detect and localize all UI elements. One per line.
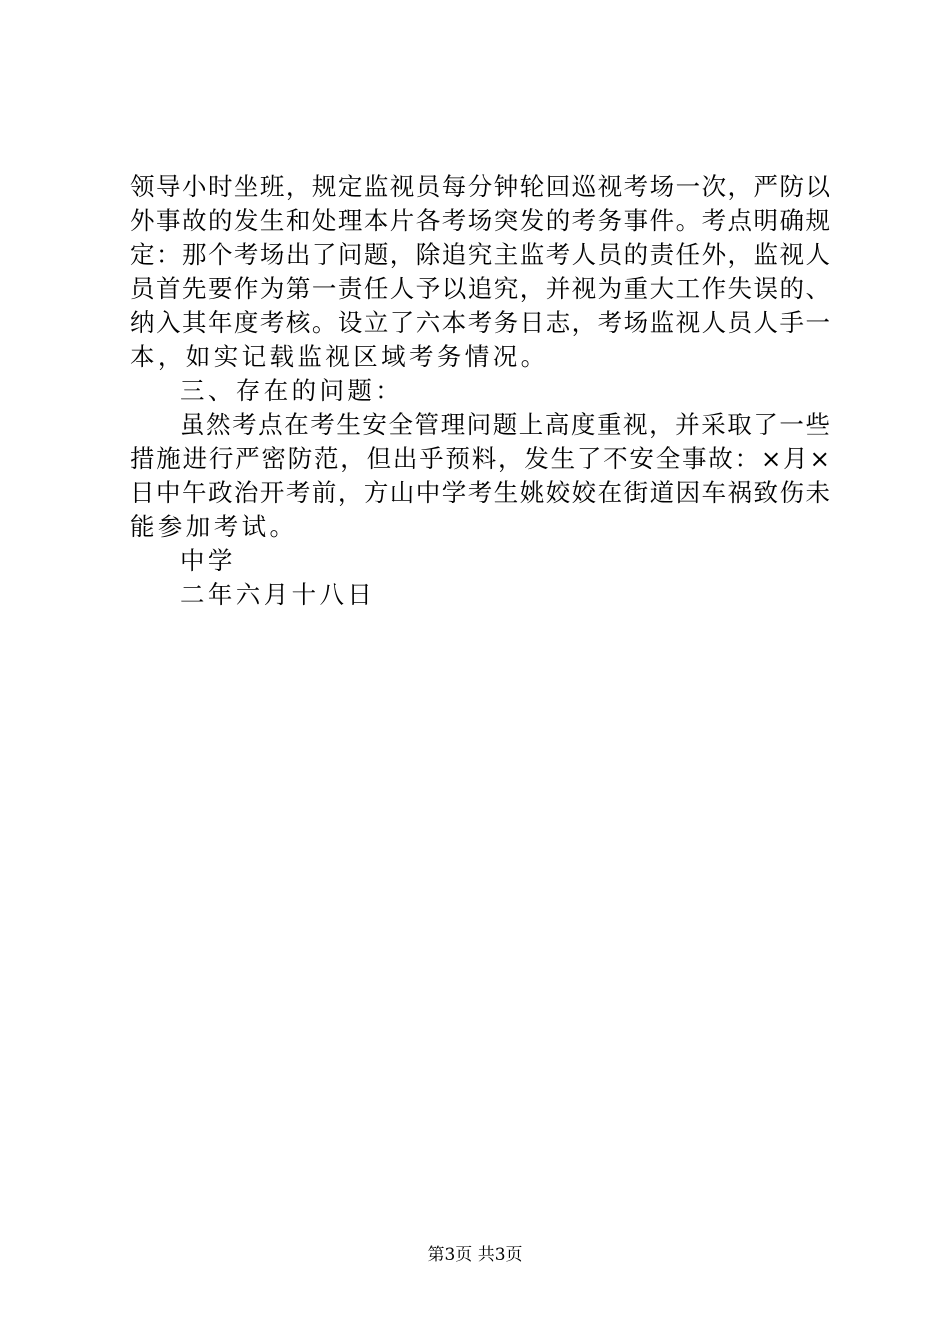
signature-school: 中学 [180,546,236,575]
document-body [130,170,830,612]
signature-date: 二年六月十八日 [180,580,376,609]
paragraph-line: 纳入其年度考核。设立了六本考务日志，考场监视人员人手一 [130,308,830,337]
paragraph-line: 措施进行严密防范，但出乎预料，发生了不安全事故：×月× [130,444,830,473]
paragraph-line: 外事故的发生和处理本片各考场突发的考务事件。考点明确规 [130,206,830,235]
paragraph-line: 员首先要作为第一责任人予以追究，并视为重大工作失误的、 [130,274,830,303]
paragraph-line: 定：那个考场出了问题，除追究主监考人员的责任外，监视人 [130,240,830,269]
paragraph-line: 领导小时坐班，规定监视员每分钟轮回巡视考场一次，严防以 [130,172,830,201]
paragraph-line: 虽然考点在考生安全管理问题上高度重视，并采取了一些 [180,410,830,439]
page-footer: 第3页 共3页 [427,1245,523,1265]
paragraph-line: 日中午政治开考前，方山中学考生姚姣姣在街道因车祸致伤未 [130,478,830,507]
section-heading: 三、存在的问题： [180,376,404,405]
paragraph-line: 能参加考试。 [130,512,298,541]
paragraph-line: 本，如实记载监视区域考务情况。 [130,342,549,371]
